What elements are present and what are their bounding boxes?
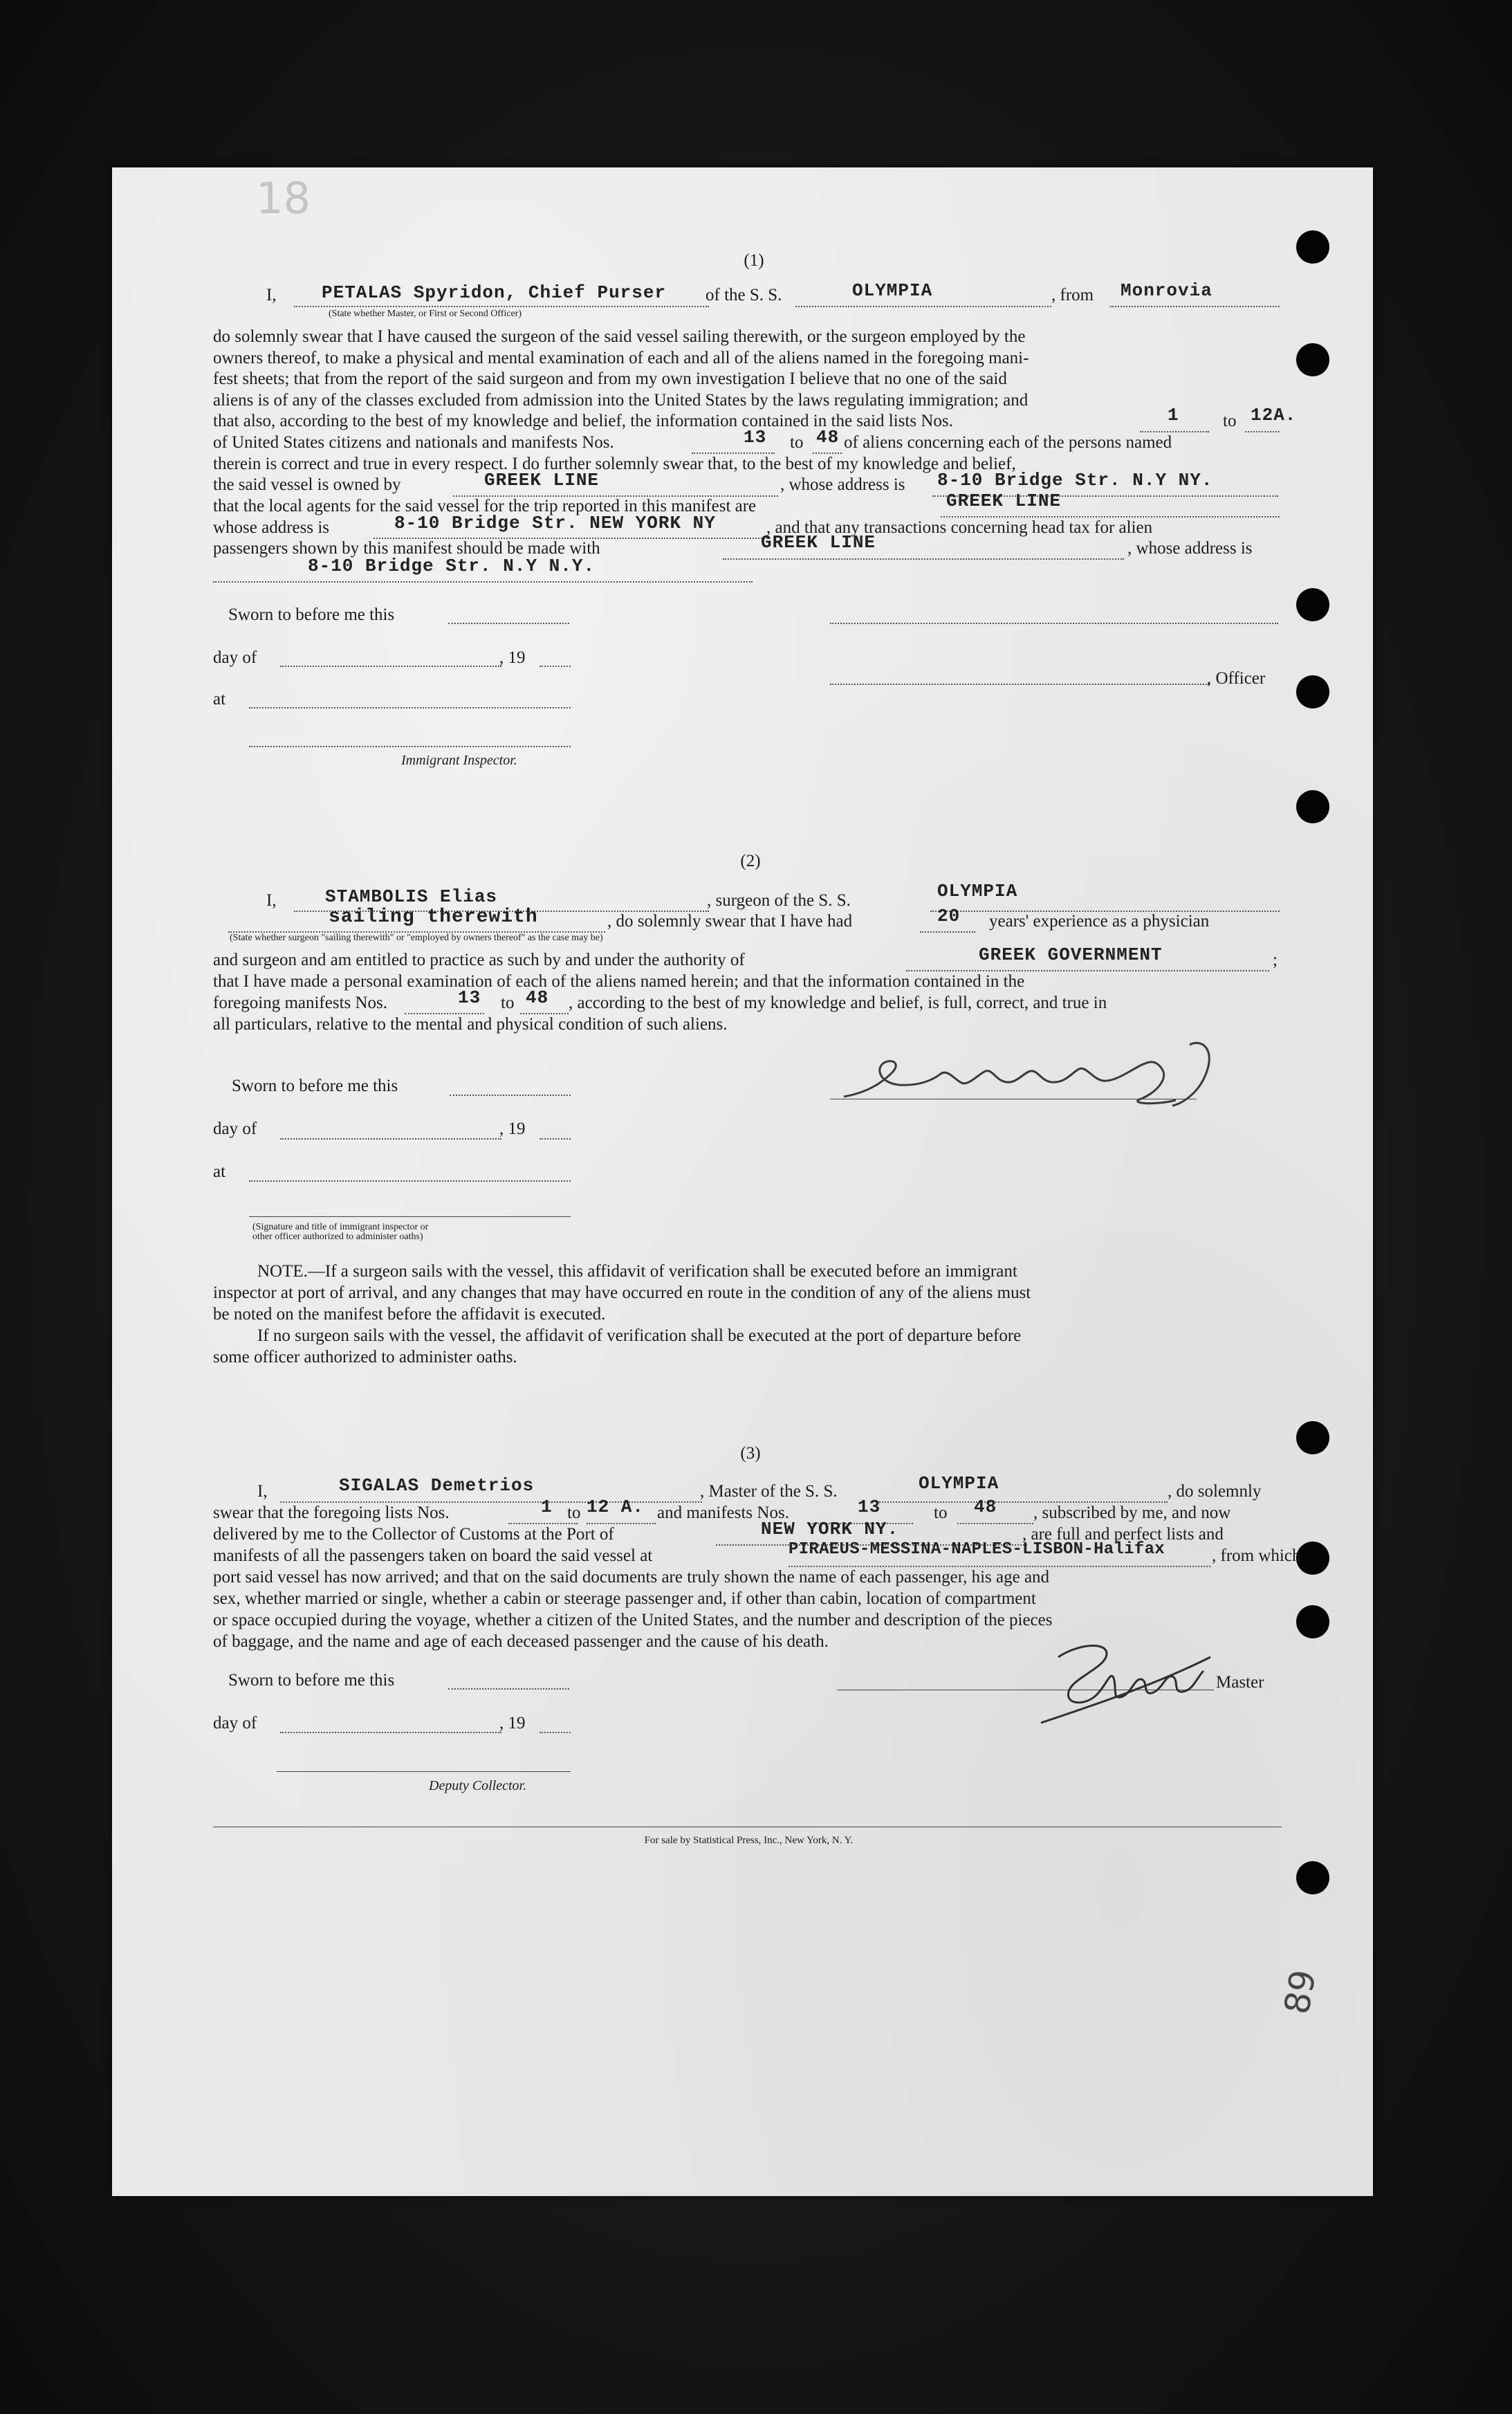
note-line-2: inspector at port of arrival, and any changes that may have occurred en route in the condition of any of the aliens must xyxy=(213,1283,1031,1302)
lists-line: swear that the foregoing lists Nos. xyxy=(213,1503,450,1522)
day-of-label: day of xyxy=(213,1119,257,1138)
headtax-line: passengers shown by this manifest should be made with xyxy=(213,539,600,558)
solemnly: , do solemnly xyxy=(1168,1482,1262,1501)
owner-name: GREEK LINE xyxy=(484,470,600,491)
vessel-name: OLYMPIA xyxy=(852,280,933,301)
headtax-party: GREEK LINE xyxy=(761,532,876,553)
headtax-address-line xyxy=(213,581,753,583)
lists-to-label: to xyxy=(1223,412,1237,430)
at-label: at xyxy=(213,1162,226,1181)
lists-to-label: to xyxy=(567,1503,581,1522)
day-line xyxy=(280,666,501,667)
declaration-line-8: of baggage, and the name and age of each deceased passenger and the cause of his death. xyxy=(213,1632,829,1651)
name-line xyxy=(294,306,709,307)
owner-address-label: , whose address is xyxy=(780,475,905,494)
year-label: , 19 xyxy=(499,648,526,667)
intro-i: I, xyxy=(266,891,277,910)
year-line xyxy=(540,666,571,667)
intro-i: I, xyxy=(257,1482,268,1501)
section-number: (3) xyxy=(740,1444,761,1463)
officer-name: PETALAS Spyridon, Chief Purser xyxy=(322,282,667,303)
punch-hole xyxy=(1296,790,1329,823)
headtax-fill-line xyxy=(723,558,1124,560)
officer-sig-line-2 xyxy=(830,684,1209,685)
owner-line: the said vessel is owned by xyxy=(213,475,401,494)
sworn-label: Sworn to before me this xyxy=(232,1077,398,1095)
manifests-to-label: to xyxy=(501,994,515,1012)
year-label: , 19 xyxy=(499,1714,526,1732)
from-line xyxy=(1110,306,1280,307)
collector-line xyxy=(277,1771,571,1772)
lists-line: that also, according to the best of my knowledge and belief, the information contained in the said lists Nos. xyxy=(213,412,953,430)
name-caption: (State whether Master, or First or Second Officer) xyxy=(329,309,522,319)
at-label: at xyxy=(213,690,226,708)
embark-ports: PIRAEUS-MESSINA-NAPLES-LISBON-Halifax xyxy=(789,1540,1165,1559)
agents-name: GREEK LINE xyxy=(946,491,1062,511)
day-of-label: day of xyxy=(213,648,257,667)
punch-hole xyxy=(1296,343,1329,376)
manifests-from: 13 xyxy=(744,427,767,448)
manifests-to: 48 xyxy=(816,427,840,448)
inspector-line xyxy=(249,746,571,747)
port-suffix: , are full and perfect lists and xyxy=(1022,1525,1224,1544)
sworn-line xyxy=(448,623,569,624)
embark-line: manifests of all the passengers taken on board the said vessel at xyxy=(213,1546,653,1565)
note-line-5: some officer authorized to administer oaths. xyxy=(213,1348,517,1366)
declaration-line-7: or space occupied during the voyage, whether a citizen of the United States, and the number and description of the pieces xyxy=(213,1611,1053,1629)
day-line xyxy=(280,1732,501,1733)
status-caption: (State whether surgeon "sailing therewith" or "employed by owners thereof" as the case may be) xyxy=(230,933,603,943)
punch-hole xyxy=(1296,230,1329,264)
section-number: (1) xyxy=(744,251,764,270)
sworn-line xyxy=(448,1688,569,1690)
years: 20 xyxy=(937,906,961,926)
pencil-mark: 18 xyxy=(256,173,311,223)
agents-suffix: , and that any transactions concerning head tax for alien xyxy=(766,518,1153,537)
authority: GREEK GOVERNMENT xyxy=(979,944,1163,965)
agents-address-label: whose address is xyxy=(213,518,330,537)
embark-suffix: , from which xyxy=(1212,1546,1301,1565)
punch-hole xyxy=(1296,1421,1329,1454)
from-port: Monrovia xyxy=(1121,280,1213,301)
agents-line: that the local agents for the said vessel for the trip reported in this manifest are xyxy=(213,497,757,515)
declaration-line-5: port said vessel has now arrived; and that on the said documents are truly shown the name of each passenger, his age and xyxy=(213,1568,1050,1587)
lists-from: 1 xyxy=(1168,405,1179,426)
manifests-line: of United States citizens and nationals and manifests Nos. xyxy=(213,433,614,452)
surgeon-of: , surgeon of the S. S. xyxy=(707,891,851,910)
owner-address: 8-10 Bridge Str. N.Y NY. xyxy=(937,470,1213,491)
manifests-line: foregoing manifests Nos. xyxy=(213,994,388,1012)
year-line xyxy=(540,1138,571,1140)
sig-caption: other officer authorized to administer oaths) xyxy=(252,1232,423,1242)
semicolon: ; xyxy=(1273,951,1278,969)
agents-address: 8-10 Bridge Str. NEW YORK NY xyxy=(394,513,716,533)
note-line-3: be noted on the manifest before the affidavit is executed. xyxy=(213,1305,606,1324)
master-name: SIGALAS Demetrios xyxy=(339,1475,535,1496)
vessel-line xyxy=(795,306,1051,307)
headtax-suffix: , whose address is xyxy=(1127,539,1253,558)
oath-text-2: therein is correct and true in every respect. I do further solemnly swear that, to the best of my knowledge and belief, xyxy=(213,455,1016,473)
year-label: , 19 xyxy=(499,1119,526,1138)
condition-line: all particulars, relative to the mental and physical condition of such aliens. xyxy=(213,1015,728,1034)
manifests-to: 48 xyxy=(974,1497,997,1517)
punch-hole xyxy=(1296,1542,1329,1575)
at-line xyxy=(249,1180,571,1182)
authority-line: and surgeon and am entitled to practice as such by and under the authority of xyxy=(213,951,745,969)
surgeon-status: sailing therewith xyxy=(329,906,538,928)
oath-text-1: do solemnly swear that I have caused the surgeon of the said vessel sailing therewith, or the surgeon employed by the owners thereof, to make a physical and mental examination of each and all of the aliens named in the foregoing mani- fest sheets; that from the report of the said surgeon and from my own investigation I believe that no one of the said aliens is of any of the classes excluded from admission into the United States by the laws regulating immigration; and xyxy=(213,327,1029,410)
lists-to: 12A. xyxy=(1251,405,1297,426)
note-line-4: If no surgeon sails with the vessel, the affidavit of verification shall be executed at the port of departure before xyxy=(257,1326,1022,1345)
swear-text: , do solemnly swear that I have had xyxy=(607,912,853,931)
master-of: , Master of the S. S. xyxy=(700,1482,838,1501)
manifests-to-label: to xyxy=(790,433,804,452)
years-line xyxy=(920,931,975,933)
surgeon-signature xyxy=(830,1031,1231,1114)
manifests-label: and manifests Nos. xyxy=(657,1503,789,1522)
sworn-label: Sworn to before me this xyxy=(228,1671,395,1690)
day-of-label: day of xyxy=(213,1714,257,1732)
officer-sig-line-1 xyxy=(830,623,1278,624)
printer-footer: For sale by Statistical Press, Inc., New York, N. Y. xyxy=(644,1835,854,1846)
sworn-label: Sworn to before me this xyxy=(228,605,395,624)
manifests-to-label: to xyxy=(934,1503,948,1522)
surgeon-name: STAMBOLIS Elias xyxy=(325,886,498,907)
punch-hole xyxy=(1296,675,1329,708)
from-label: , from xyxy=(1051,286,1094,304)
port-line: delivered by me to the Collector of Customs at the Port of xyxy=(213,1525,614,1544)
lists-to: 12 A. xyxy=(587,1497,645,1517)
lists-to-line xyxy=(1245,431,1280,432)
vessel-name: OLYMPIA xyxy=(919,1473,999,1494)
note-text: —If a surgeon sails with the vessel, this affidavit of verification shall be executed before an immigrant xyxy=(307,1262,1017,1281)
examination-line: that I have made a personal examination of each of the aliens named herein; and that the information contained in the xyxy=(213,972,1025,991)
manifests-suffix: , subscribed by me, and now xyxy=(1033,1503,1231,1522)
vessel-name: OLYMPIA xyxy=(937,881,1018,902)
sworn-line xyxy=(450,1095,571,1096)
punch-hole xyxy=(1296,1605,1329,1638)
punch-hole xyxy=(1296,588,1329,621)
pencil-mark: 89 xyxy=(1276,1966,1324,2018)
section-number: (2) xyxy=(740,852,761,870)
collector-caption: Deputy Collector. xyxy=(429,1778,527,1793)
note-line-1 xyxy=(257,1261,1017,1282)
inspector-caption: Immigrant Inspector. xyxy=(401,753,517,768)
master-signature xyxy=(1031,1629,1238,1733)
officer-label: , Officer xyxy=(1207,669,1266,688)
authorized-sig-line xyxy=(249,1216,571,1217)
master-label: Master xyxy=(1216,1673,1264,1692)
at-line xyxy=(249,707,571,708)
arrival-port: NEW YORK NY. xyxy=(761,1519,899,1539)
intro-i: I, xyxy=(266,286,277,304)
lists-from: 1 xyxy=(541,1497,553,1517)
punch-hole xyxy=(1296,1861,1329,1894)
headtax-address: 8-10 Bridge Str. N.Y N.Y. xyxy=(308,556,596,576)
manifests-suffix: of aliens concerning each of the persons named xyxy=(844,433,1172,452)
manifests-from: 13 xyxy=(458,987,481,1008)
years-suffix: years' experience as a physician xyxy=(989,912,1210,931)
manifests-from: 13 xyxy=(858,1497,881,1517)
day-line xyxy=(280,1138,501,1140)
of-the-ss: of the S. S. xyxy=(706,286,782,304)
note-label: NOTE. xyxy=(257,1262,308,1281)
manifests-suffix: , according to the best of my knowledge and belief, is full, correct, and true in xyxy=(569,994,1107,1012)
sig-caption: (Signature and title of immigrant inspector or xyxy=(252,1222,429,1232)
declaration-line-6: sex, whether married or single, whether a cabin or steerage passenger and, if other than cabin, location of compartment xyxy=(213,1589,1036,1608)
manifests-to: 48 xyxy=(526,987,549,1008)
year-line xyxy=(540,1732,571,1733)
